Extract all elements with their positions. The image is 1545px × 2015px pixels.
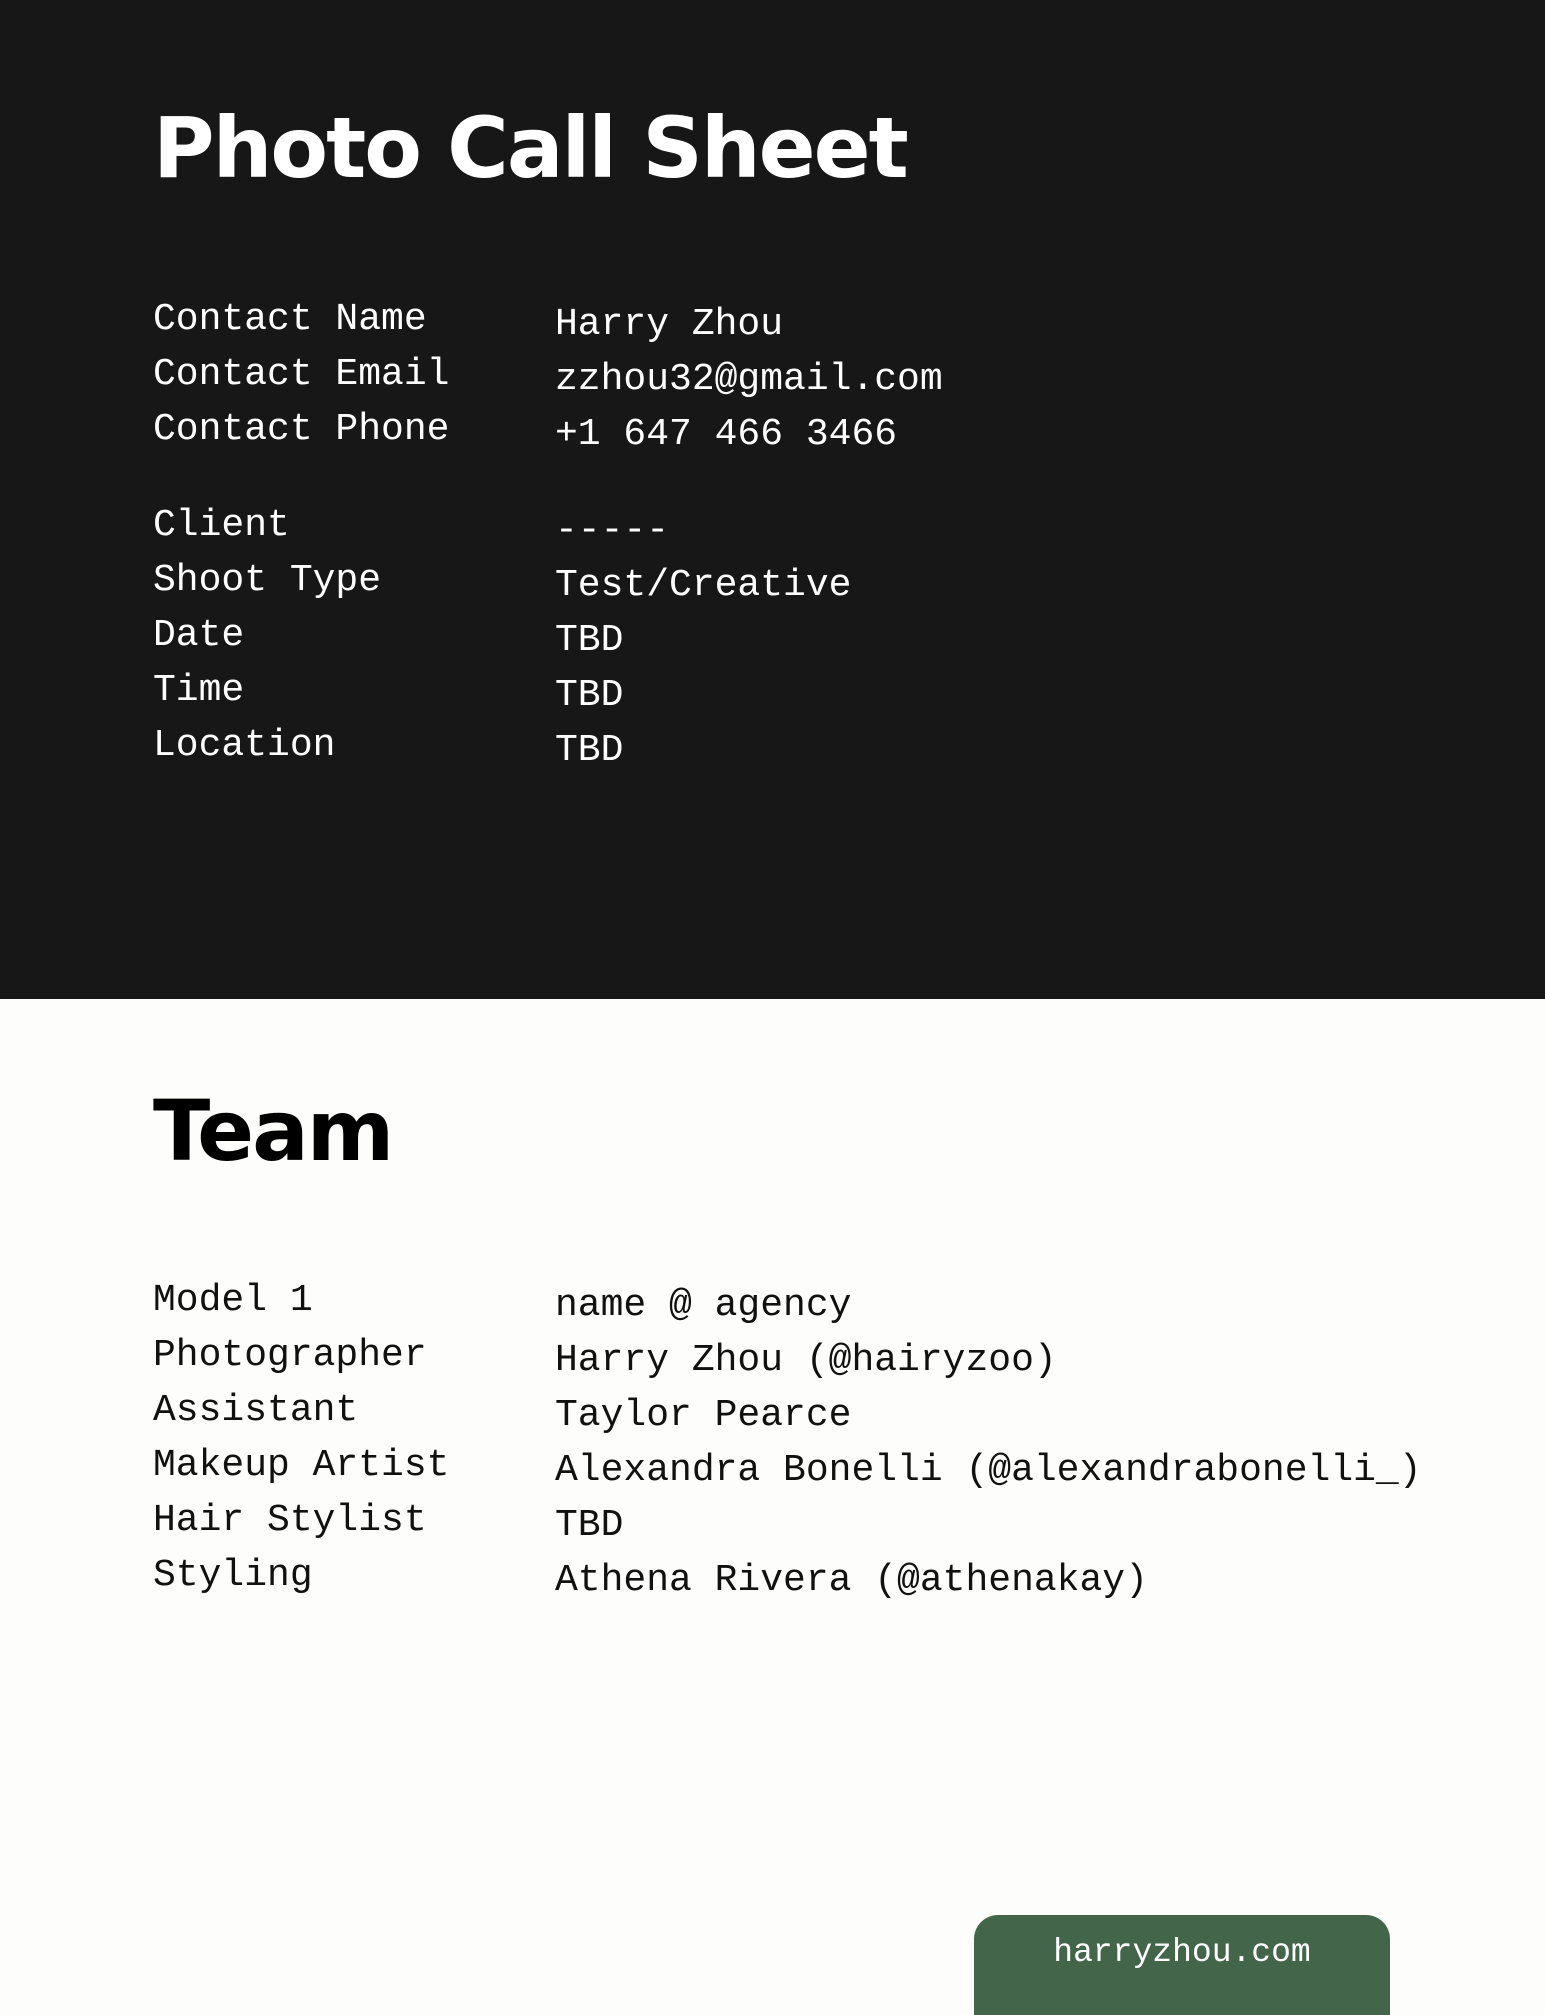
team-member-name: name @ agency xyxy=(555,1284,852,1327)
header-section xyxy=(0,0,1545,999)
location-label: Location xyxy=(153,724,336,767)
shoot-row-date xyxy=(153,608,1453,663)
website-link[interactable]: harryzhou.com xyxy=(1053,1934,1311,1971)
team-role-label: Hair Stylist xyxy=(153,1499,427,1542)
contact-email-label: Contact Email xyxy=(153,353,450,396)
team-list xyxy=(153,1273,1453,1603)
contact-row-email xyxy=(153,347,1453,402)
team-member-name: Athena Rivera (@athenakay) xyxy=(555,1559,1148,1602)
team-member-name: TBD xyxy=(555,1504,624,1547)
website-badge[interactable] xyxy=(974,1915,1390,2015)
page-title: Photo Call Sheet xyxy=(153,99,907,197)
team-row-makeup xyxy=(153,1438,1453,1493)
team-heading: Team xyxy=(153,1082,393,1180)
team-row-styling xyxy=(153,1548,1453,1603)
contact-phone-value: +1 647 466 3466 xyxy=(555,413,898,456)
contact-name-label: Contact Name xyxy=(153,298,427,341)
time-value: TBD xyxy=(555,674,624,717)
contact-row-phone xyxy=(153,402,1453,457)
team-row-photographer xyxy=(153,1328,1453,1383)
team-role-label: Model 1 xyxy=(153,1279,313,1322)
team-role-label: Photographer xyxy=(153,1334,427,1377)
contact-email-value: zzhou32@gmail.com xyxy=(555,358,943,401)
shoot-row-time xyxy=(153,663,1453,718)
team-member-name: Alexandra Bonelli (@alexandrabonelli_) xyxy=(555,1449,1422,1492)
date-label: Date xyxy=(153,614,245,657)
time-label: Time xyxy=(153,669,245,712)
contact-row-name xyxy=(153,292,1453,347)
team-member-name: Harry Zhou (@hairyzoo) xyxy=(555,1339,1057,1382)
shoot-type-label: Shoot Type xyxy=(153,559,382,602)
team-row-model xyxy=(153,1273,1453,1328)
shoot-details xyxy=(153,498,1453,773)
shoot-row-type xyxy=(153,553,1453,608)
client-value: ----- xyxy=(555,509,670,552)
shoot-row-client xyxy=(153,498,1453,553)
team-role-label: Assistant xyxy=(153,1389,359,1432)
shoot-type-value: Test/Creative xyxy=(555,564,852,607)
contact-details xyxy=(153,292,1453,457)
team-row-hair xyxy=(153,1493,1453,1548)
team-role-label: Styling xyxy=(153,1554,313,1597)
contact-name-value: Harry Zhou xyxy=(555,303,784,346)
team-role-label: Makeup Artist xyxy=(153,1444,450,1487)
team-member-name: Taylor Pearce xyxy=(555,1394,852,1437)
location-value: TBD xyxy=(555,729,624,772)
date-value: TBD xyxy=(555,619,624,662)
contact-phone-label: Contact Phone xyxy=(153,408,450,451)
team-row-assistant xyxy=(153,1383,1453,1438)
client-label: Client xyxy=(153,504,290,547)
shoot-row-location xyxy=(153,718,1453,773)
